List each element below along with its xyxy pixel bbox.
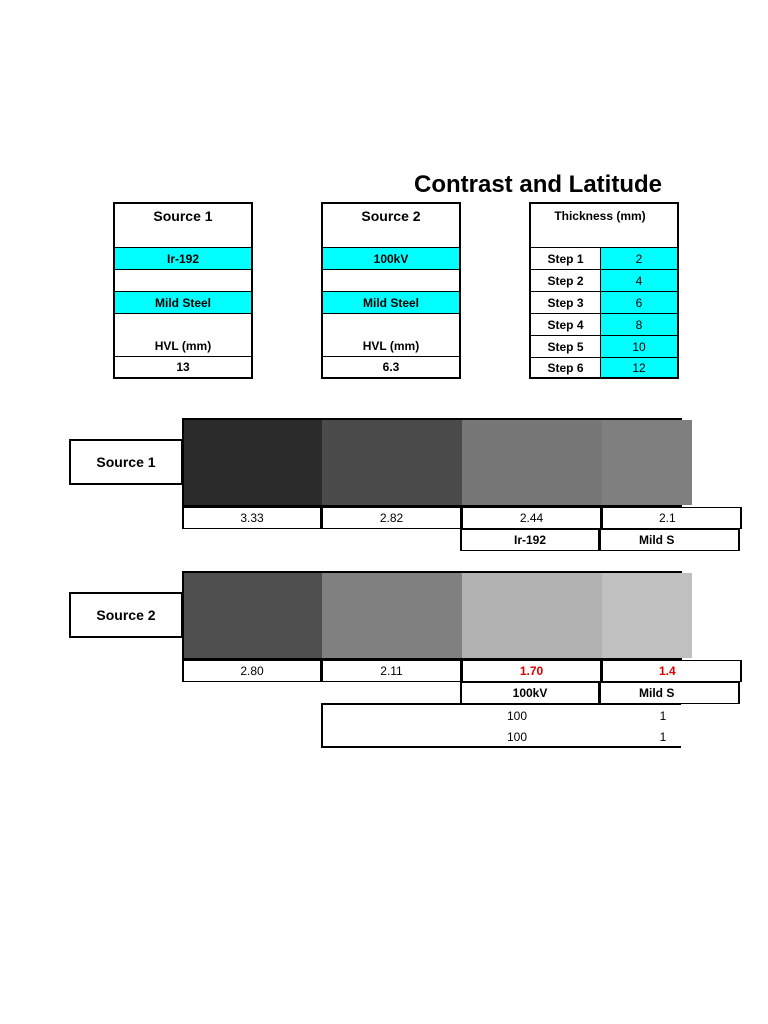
- strip2-values: [182, 660, 742, 682]
- source2-material-cell[interactable]: Mild Steel: [323, 292, 459, 313]
- source1-hvl-label: HVL (mm): [154, 338, 212, 353]
- strip2-step2-swatch: [322, 573, 462, 658]
- step6-label: Step 6: [547, 360, 584, 375]
- strip1-step4-swatch: [602, 420, 692, 505]
- extra-r1-c1: 100: [506, 708, 528, 723]
- source1-source-cell[interactable]: Ir-192: [115, 248, 251, 269]
- source1-hvl-value: 13: [176, 360, 190, 374]
- step6-value[interactable]: 12: [601, 358, 677, 377]
- extra-r1-c2: 1: [659, 708, 667, 723]
- thickness-panel: [529, 202, 679, 379]
- extra-r2-c1: 100: [506, 729, 528, 744]
- strip1-material: Mild S: [600, 529, 740, 551]
- step3-label: Step 3: [547, 295, 584, 310]
- strip1-density-2: 2.82: [322, 507, 462, 529]
- strip1-swatches: [182, 418, 682, 507]
- extra-r2-c2: 1: [659, 729, 667, 744]
- strip2-material: Mild S: [600, 682, 740, 704]
- strip2-density-4: 1.4: [602, 660, 742, 682]
- strip2-label: Source 2: [69, 592, 183, 638]
- strip2-density-1: 2.80: [182, 660, 322, 682]
- thickness-header: Thickness (mm): [554, 209, 646, 223]
- source2-panel: [321, 202, 461, 379]
- strip2-source: 100kV: [460, 682, 600, 704]
- strip1-step2-swatch: [322, 420, 462, 505]
- page-title: Contrast and Latitude: [414, 171, 663, 198]
- source1-panel: [113, 202, 253, 379]
- strip2-step1-swatch: [184, 573, 322, 658]
- step3-value[interactable]: 6: [601, 292, 677, 313]
- source1-header: Source 1: [153, 208, 213, 224]
- strip2-step3-swatch: [462, 573, 602, 658]
- step2-value[interactable]: 4: [601, 270, 677, 291]
- step4-label: Step 4: [547, 317, 584, 332]
- strip1-density-4: 2.1: [602, 507, 742, 529]
- strip2-info: [460, 682, 740, 704]
- extra-table: [321, 703, 681, 748]
- source2-hvl-label: HVL (mm): [362, 338, 420, 353]
- step5-label: Step 5: [547, 339, 584, 354]
- source2-header: Source 2: [361, 208, 421, 224]
- strip1-info: [460, 529, 740, 551]
- step4-value[interactable]: 8: [601, 314, 677, 335]
- strip2-step4-swatch: [602, 573, 692, 658]
- strip2-density-3: 1.70: [462, 660, 602, 682]
- source2-source-cell[interactable]: 100kV: [323, 248, 459, 269]
- source1-material-cell[interactable]: Mild Steel: [115, 292, 251, 313]
- step1-label: Step 1: [547, 251, 584, 266]
- strip2-swatches: [182, 571, 682, 660]
- step2-label: Step 2: [547, 273, 584, 288]
- step5-value[interactable]: 10: [601, 336, 677, 357]
- strip1-density-3: 2.44: [462, 507, 602, 529]
- strip1-density-1: 3.33: [182, 507, 322, 529]
- strip1-values: [182, 507, 742, 529]
- step1-value[interactable]: 2: [601, 248, 677, 269]
- strip1-source: Ir-192: [460, 529, 600, 551]
- source2-hvl-value: 6.3: [382, 360, 400, 374]
- strip1-step1-swatch: [184, 420, 322, 505]
- strip1-label: Source 1: [69, 439, 183, 485]
- strip1-step3-swatch: [462, 420, 602, 505]
- strip2-density-2: 2.11: [322, 660, 462, 682]
